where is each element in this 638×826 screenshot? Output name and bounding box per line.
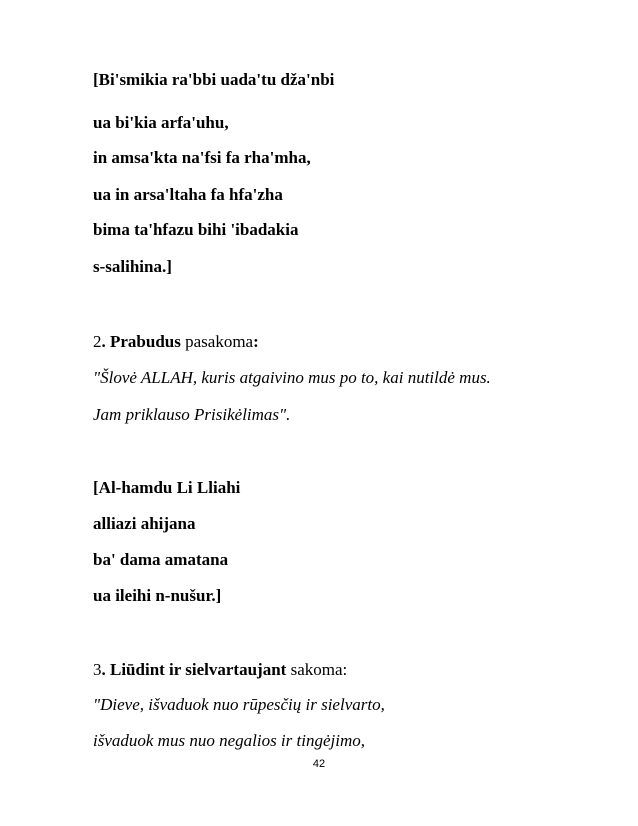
transliteration-line: alliazi ahijana: [93, 514, 196, 533]
transliteration-line: ua bi'kia arfa'uhu,: [93, 113, 229, 132]
transliteration-line: ba' dama amatana: [93, 550, 229, 569]
section-number: 3: [93, 660, 102, 679]
section-title-rest: sakoma:: [286, 660, 348, 679]
section-title-rest: pasakoma: [180, 332, 254, 351]
section-title-bold: . Prabudus: [101, 332, 181, 351]
section-heading-2: [93, 332, 259, 352]
transliteration-line: ua in arsa'ltaha fa hfa'zha: [93, 185, 283, 204]
transliteration-line: bima ta'hfazu bihi 'ibadakia: [93, 220, 299, 239]
section-title-colon: :: [253, 332, 259, 351]
translation-line: "Šlovė ALLAH, kuris atgaivino mus po to, kai nutildė mus.: [93, 368, 491, 387]
transliteration-line: [Al-hamdu Li Lliahi: [93, 478, 241, 497]
transliteration-line: ua ileihi n-nušur.]: [93, 586, 222, 605]
section-number: 2: [93, 332, 102, 351]
page-number: 42: [312, 758, 326, 770]
translation-line: "Dieve, išvaduok nuo rūpesčių ir sielvarto,: [93, 695, 385, 714]
section-title-bold: . Liūdint ir sielvartaujant: [101, 660, 287, 679]
translation-line: Jam priklauso Prisikėlimas".: [93, 405, 291, 424]
translation-line: išvaduok mus nuo negalios ir tingėjimo,: [93, 731, 365, 750]
transliteration-line: [Bi'smikia ra'bbi uada'tu dža'nbi: [93, 70, 335, 89]
transliteration-line: in amsa'kta na'fsi fa rha'mha,: [93, 148, 311, 167]
section-heading-3: [93, 660, 347, 680]
transliteration-line: s-salihina.]: [93, 257, 172, 276]
